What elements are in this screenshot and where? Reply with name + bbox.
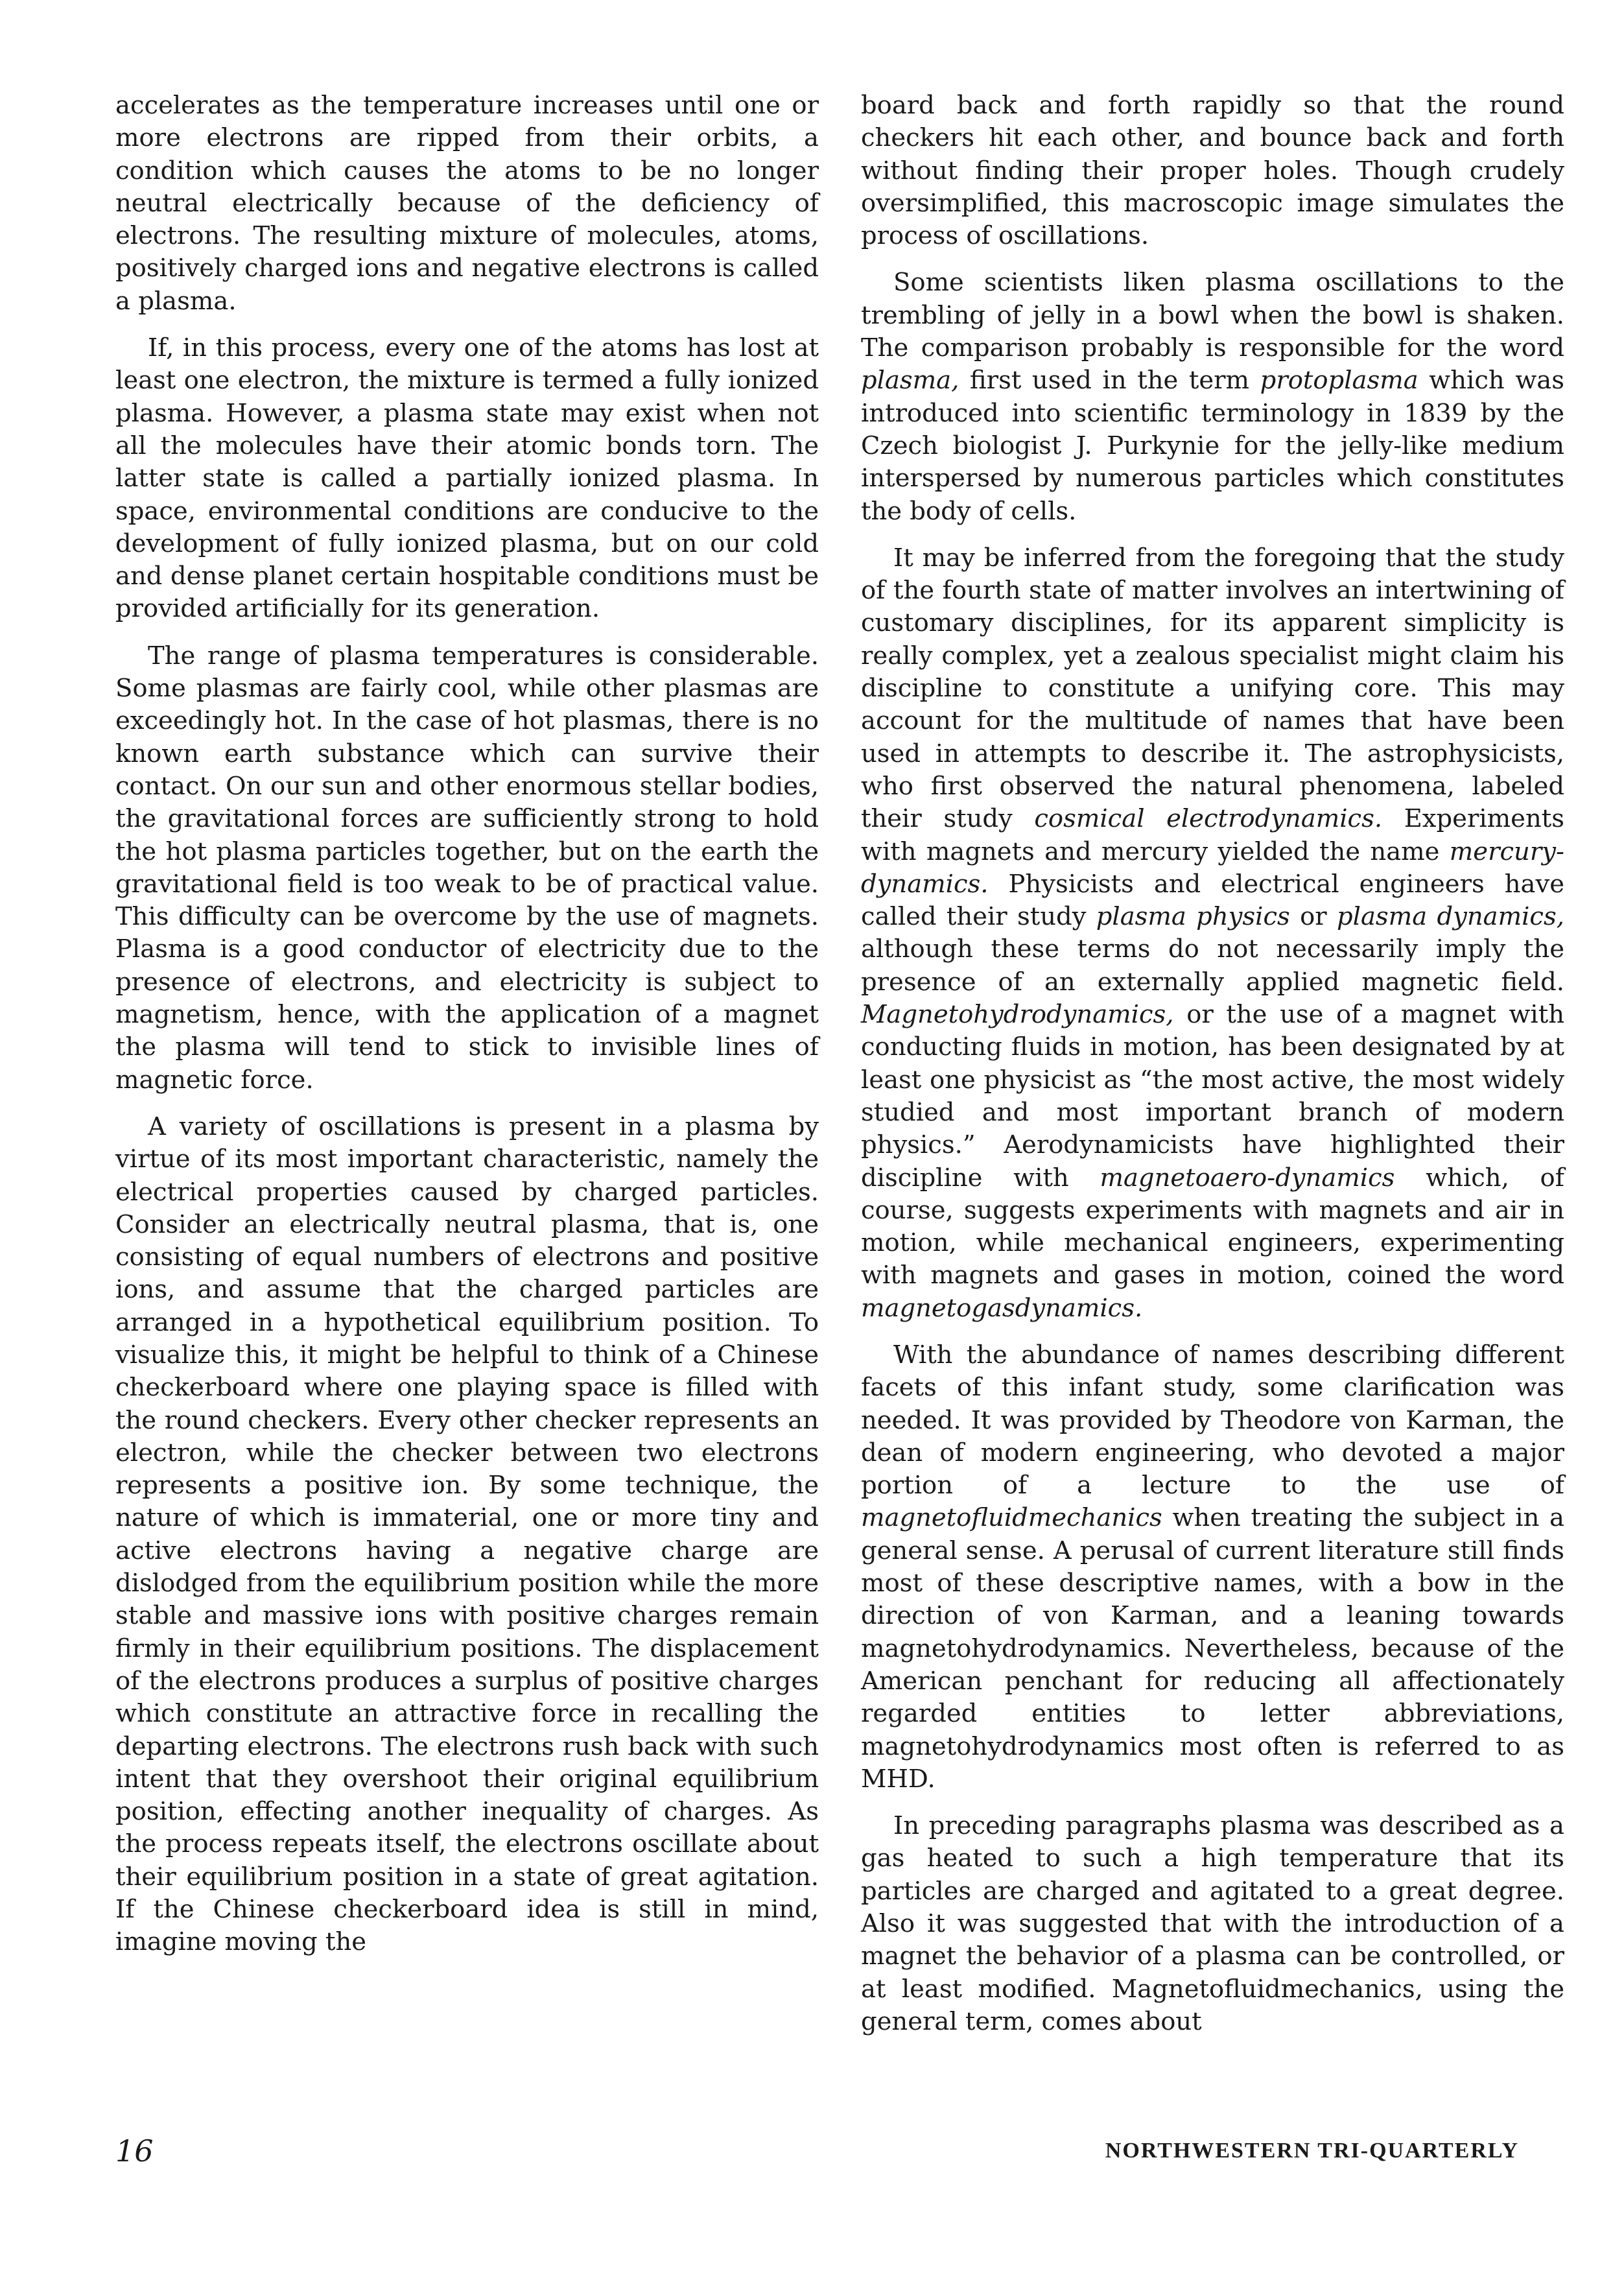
italic-term: magnetoaero-dynamics [1100, 1163, 1395, 1193]
text-run: Experiments with magnets and mercury yielded the name [861, 804, 1564, 866]
italic-term: magnetogasdynamics. [861, 1293, 1143, 1323]
italic-term: plasma physics [1096, 902, 1290, 932]
text-run: or [1289, 902, 1337, 932]
paragraph: board back and forth rapidly so that the round checkers hit each other, and bounce back and forth without finding their proper holes. Though crudely oversimplified, this macroscopic image simulates the process of oscillations. [861, 91, 1564, 251]
text-run: first used in the term [959, 366, 1260, 396]
italic-term: magnetofluidmechanics [861, 1503, 1162, 1533]
paragraph [861, 542, 1564, 1325]
paragraph: In preceding paragraphs plasma was described as a gas heated to such a high temperature that its particles are charged and agitated to a great degree. Also it was suggested that with the introduction of a magnet the behavior of a plasma can be controlled, or at least modified. Magnetofluidmechanics, using the general term, comes about [861, 1811, 1564, 2036]
paragraph [861, 1339, 1564, 1796]
right-column [861, 89, 1564, 2052]
text-run: Some scientists liken plasma oscillations to the trembling of jelly in a bowl when the bowl is shaken. The comparison probably is responsible for the word [861, 268, 1564, 363]
paragraph: accelerates as the temperature increases until one or more electrons are ripped from their orbits, a condition which causes the atoms to be no longer neutral electrically because of the deficiency of electrons. The resulting mixture of molecules, atoms, positively charged ions and negative electrons is called a plasma. [115, 91, 819, 316]
italic-term: Magnetohydrodynamics, [861, 1000, 1174, 1030]
paragraph: The range of plasma temperatures is considerable. Some plasmas are fairly cool, while other plasmas are exceedingly hot. In the case of hot plasmas, there is no known earth substance which can survive their contact. On our sun and other enormous stellar bodies, the gravitational forces are sufficiently strong to hold the hot plasma particles together, but on the earth the gravitational field is too weak to be of practical value. This difficulty can be overcome by the use of magnets. Plasma is a good conductor of electricity due to the presence of electrons, and electricity is subject to magnetism, hence, with the application of a magnet the plasma will tend to stick to invisible lines of magnetic force. [115, 641, 819, 1095]
text-run: With the abundance of names describing different facets of this infant study, some clarification was needed. It was provided by Theodore von Karman, the dean of modern engineering, who devoted a major portion of a lecture to the use of [861, 1340, 1564, 1501]
italic-term: mercury-dynamics. [861, 837, 1564, 899]
italic-term: cosmical electrodynamics. [1034, 804, 1383, 834]
text-run: when treating the subject in a general sense. A perusal of current literature still finds most of these descriptive names, with a bow in the direction of von Karman, and a leaning towards magnetohydrodynamics. Nevertheless, because of the American penchant for reducing all affectionately regarded entities to letter abbreviations, magnetohydrodynamics most often is referred to as MHD. [861, 1503, 1564, 1794]
paragraph [861, 267, 1564, 527]
text-run: or the use of a magnet with conducting fluids in motion, has been designated by at least one physicist as “the most active, the most widely studied and most important branch of modern physics.” Aerodynamicists have highlighted their discipline with [861, 1000, 1564, 1193]
paragraph: A variety of oscillations is present in a plasma by virtue of its most important characteristic, namely the electrical properties caused by charged particles. Consider an electrically neutral plasma, that is, one consisting of equal numbers of electrons and positive ions, and assume that the charged particles are arranged in a hypothetical equilibrium position. To visualize this, it might be helpful to think of a Chinese checkerboard where one playing space is filled with the round checkers. Every other checker represents an electron, while the checker between two electrons represents a positive ion. By some technique, the nature of which is immaterial, one or more tiny and active electrons having a negative charge are dislodged from the equilibrium position while the more stable and massive ions with positive charges remain firmly in their equilibrium positions. The displacement of the electrons produces a surplus of positive charges which constitute an attractive force in recalling the departing electrons. The electrons rush back with such intent that they overshoot their original equilibrium position, effecting another inequality of charges. As the process repeats itself, the electrons oscillate about their equilibrium position in a state of great agitation. If the Chinese checkerboard idea is still in mind, imagine moving the [115, 1111, 819, 1957]
italic-term: protoplasma [1260, 366, 1418, 396]
text-run: which, of course, suggests experiments with magnets and air in motion, while mechanical engineers, experimenting with magnets and gases in motion, coined the word [861, 1163, 1564, 1290]
text-run: Physicists and electrical engineers have called their study [861, 869, 1564, 932]
text-run: It may be inferred from the foregoing that the study of the fourth state of matter involves an intertwining of customary disciplines, for its apparent simplicity is really complex, yet a zealous specialist might claim his discipline to constitute a unifying core. This may account for the multitude of names that have been used in attempts to describe it. The astrophysicists, who first observed the natural phenomena, labeled their study [861, 543, 1564, 834]
text-run: although these terms do not necessarily imply the presence of an externally applied magnetic field. [861, 934, 1564, 997]
paragraph: If, in this process, every one of the atoms has lost at least one electron, the mixture is termed a fully ionized plasma. However, a plasma state may exist when not all the molecules have their atomic bonds torn. The latter state is called a partially ionized plasma. In space, environmental conditions are conducive to the development of fully ionized plasma, but on our cold and dense planet certain hospitable conditions must be provided artificially for its generation. [115, 333, 819, 624]
journal-title: NORTHWESTERN TRI-QUARTERLY [1105, 2139, 1519, 2163]
italic-term: plasma, [861, 366, 959, 396]
page-number: 16 [115, 2133, 154, 2168]
italic-term: plasma dynamics, [1337, 902, 1564, 932]
text-run: which was introduced into scientific terminology in 1839 by the Czech biologist J. Purkynie for the jelly-like medium interspersed by numerous particles which constitutes the body of cells. [861, 366, 1564, 526]
left-column [115, 89, 819, 1973]
